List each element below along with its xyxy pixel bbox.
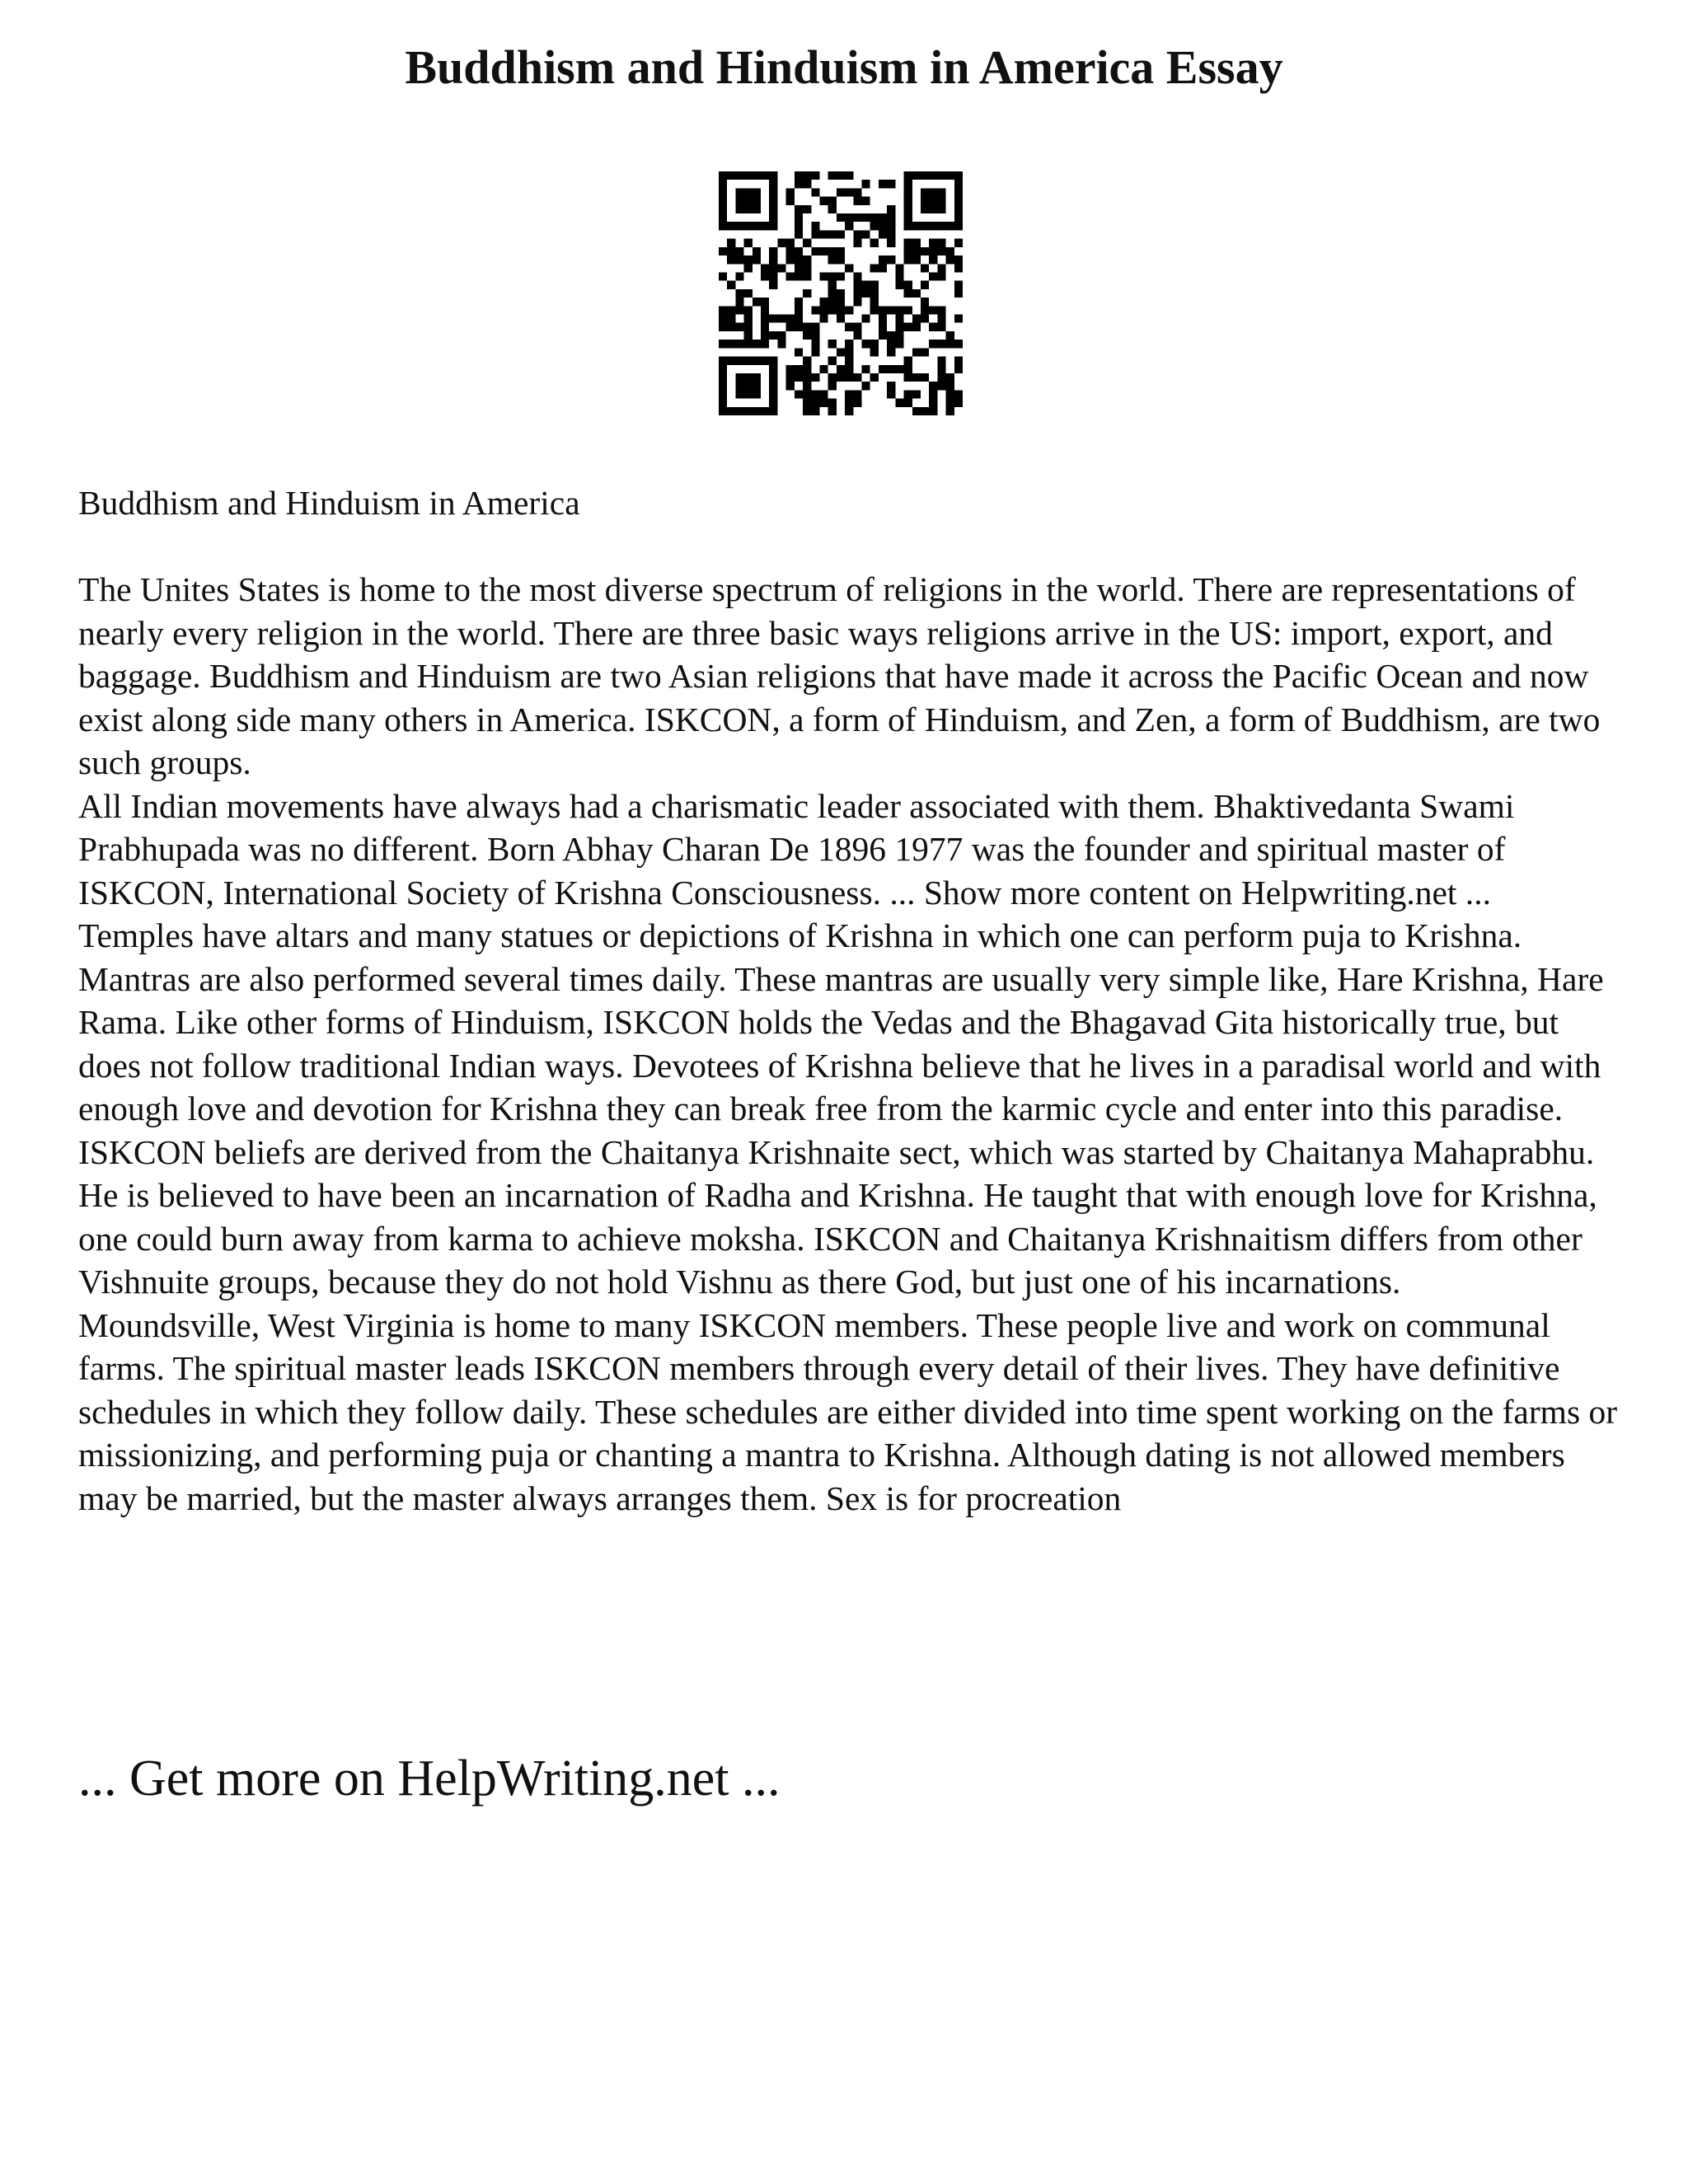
essay-paragraph: All Indian movements have always had a charismatic leader associated with them. Bhaktivedanta Swami Prabhupada was no different. Born Abhay Charan De 1896 1977 was the founder and spiritual master of ISKCON, International Society of Krishna Consciousness. ... Show more content on Helpwriting.net ...: [78, 786, 1515, 912]
essay-body: [78, 481, 1628, 1520]
document-title: Buddhism and Hinduism in America Essay: [405, 40, 1283, 94]
essay-paragraph: The Unites States is home to the most diverse spectrum of religions in the world. There are representations of nearly every religion in the world. There are three basic ways religions arrive in the US: import, export, and baggage. Buddhism and Hinduism are two Asian religions that have made it across the Pacific Ocean and now exist along side many others in America. ISKCON, a form of Hinduism, and Zen, a form of Buddhism, are two such groups.: [78, 570, 1601, 781]
get-more-link[interactable]: ... Get more on HelpWriting.net ...: [78, 1750, 781, 1807]
essay-subtitle: Buddhism and Hinduism in America: [78, 484, 580, 522]
qr-code-icon: [719, 171, 963, 415]
essay-paragraph: ISKCON beliefs are derived from the Chaitanya Krishnaite sect, which was started by Chaitanya Mahaprabhu. He is believed to have been an incarnation of Radha and Krishna. He taught that with enough love for Krishna, one could burn away from karma to achieve moksha. ISKCON and Chaitanya Krishnaitism differs from other Vishnuite groups, because they do not hold Vishnu as there God, but just one of his incarnations.: [78, 1132, 1597, 1301]
essay-paragraph: Moundsville, West Virginia is home to many ISKCON members. These people live and work on communal farms. The spiritual master leads ISKCON members through every detail of their lives. They have definitive schedules in which they follow daily. These schedules are either divided into time spent working on the farms or missionizing, and performing puja or chanting a mantra to Krishna. Although dating is not allowed members may be married, but the master always arranges them. Sex is for procreation: [78, 1305, 1618, 1517]
essay-paragraph: Temples have altars and many statues or depictions of Krishna in which one can perform puja to Krishna. Mantras are also performed several times daily. These mantras are usually very simple like, Hare Krishna, Hare Rama. Like other forms of Hinduism, ISKCON holds the Vedas and the Bhagavad Gita historically true, but does not follow traditional Indian ways. Devotees of Krishna believe that he lives in a paradisal world and with enough love and devotion for Krishna they can break free from the karmic cycle and enter into this paradise.: [78, 916, 1604, 1127]
